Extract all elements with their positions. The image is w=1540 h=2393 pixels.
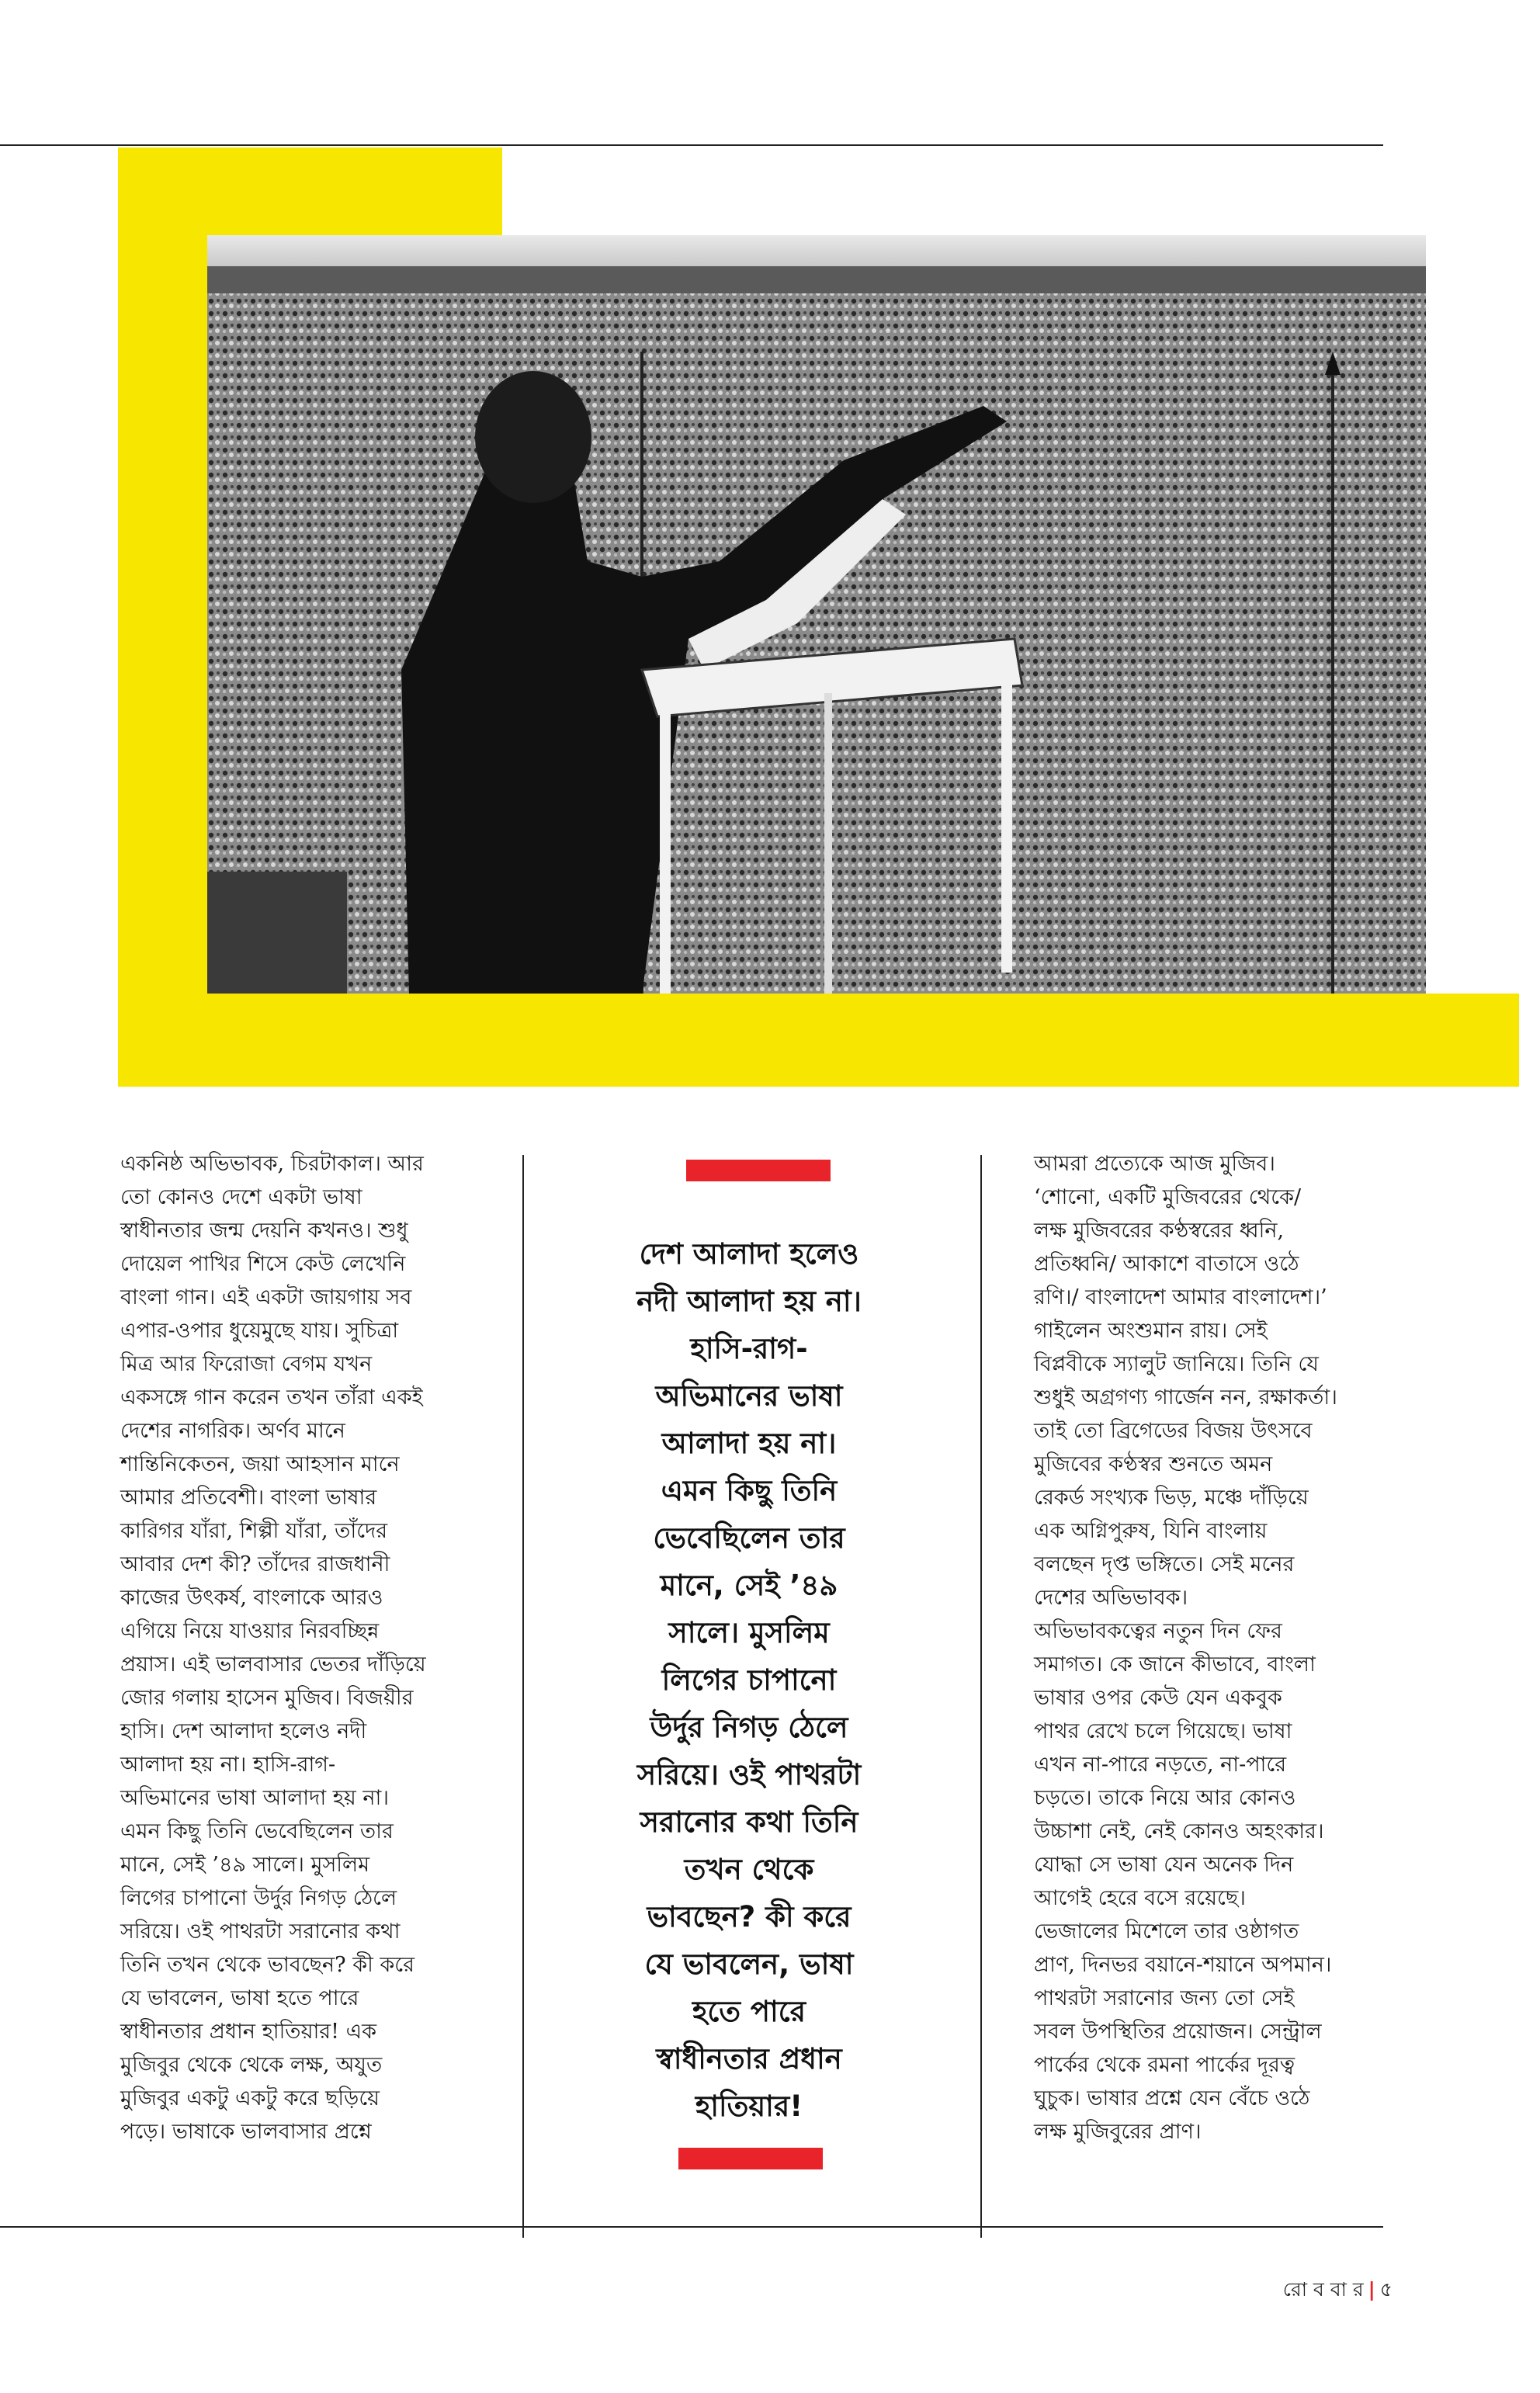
crowd — [207, 293, 1426, 994]
bottom-rule — [0, 2226, 1383, 2228]
page-number: ৫ — [1379, 2278, 1393, 2301]
column-divider-right — [980, 1155, 982, 2238]
yellow-accent-left — [118, 147, 207, 1087]
publication-name: রো ব বা র — [1282, 2278, 1364, 2301]
yellow-accent-bottom — [118, 994, 1519, 1087]
top-rule — [0, 144, 1383, 146]
column-divider-left — [522, 1155, 524, 2238]
article-column-left: একনিষ্ঠ অভিভাবক, চিরটাকাল। আর তো কোনও দেশে একটা ভাষা স্বাধীনতার জন্ম দেয়নি কখনও। শুধু দোয়েল পাখির শিসে কেউ লেখেনি বাংলা গান। এই একটা জায়গায় সব এপার-ওপার ধুয়েমুছে যায়। সুচিত্রা মিত্র আর ফিরোজা বেগম যখন একসঙ্গে গান করেন তখন তাঁরা একই দেশের নাগরিক। অর্ণব মানে শান্তিনিকেতন, জয়া আহসান মানে আমার প্রতিবেশী। বাংলা ভাষার কারিগর যাঁরা, শিল্পী যাঁরা, তাঁদের আবার দেশ কী? তাঁদের রাজধানী কাজের উৎকর্ষ, বাংলাকে আরও এগিয়ে নিয়ে যাওয়ার নিরবচ্ছিন্ন প্রয়াস। এই ভালবাসার ভেতর দাঁড়িয়ে জোর গলায় হাসেন মুজিব। বিজয়ীর হাসি। দেশ আলাদা হলেও নদী আলাদা হয় না। হাসি-রাগ- অভিমানের ভাষা আলাদা হয় না। এমন কিছু তিনি ভেবেছিলেন তার মানে, সেই ’৪৯ সালে। মুসলিম লিগের চাপানো উর্দুর নিগড় ঠেলে সরিয়ে। ওই পাথরটা সরানোর কথা তিনি তখন থেকে ভাবছেন? কী করে যে ভাবলেন, ভাষা হতে পারে স্বাধীনতার প্রধান হাতিয়ার! এক মুজিবুর থেকে থেকে লক্ষ, অযুত মুজিবুর একটু একটু করে ছড়িয়ে পড়ে। ভাষাকে ভালবাসার প্রশ্নে — [120, 1152, 426, 2144]
treeline — [207, 266, 1426, 297]
page-footer — [1283, 2274, 1393, 2308]
pull-quote-bottom-bar — [678, 2148, 823, 2169]
rally-speech-photo — [207, 235, 1426, 994]
pull-quote-top-bar — [686, 1160, 831, 1181]
pull-quote: দেশ আলাদা হলেও নদী আলাদা হয় না। হাসি-রাগ- অভিমানের ভাষা আলাদা হয় না। এমন কিছু তিনি ভেবেছিলেন তার মানে, সেই ’৪৯ সালে। মুসলিম লিগের চাপানো উর্দুর নিগড় ঠেলে সরিয়ে। ওই পাথরটা সরানোর কথা তিনি তখন থেকে ভাবছেন? কী করে যে ভাবলেন, ভাষা হতে পারে স্বাধীনতার প্রধান হাতিয়ার! — [636, 1237, 862, 2123]
article-column-right: আমরা প্রত্যেকে আজ মুজিব। ‘শোনো, একটি মুজিবরের থেকে/ লক্ষ মুজিবরের কণ্ঠস্বরের ধ্বনি, প্রতিধ্বনি/ আকাশে বাতাসে ওঠে রণি।/ বাংলাদেশ আমার বাংলাদেশ।’ গাইলেন অংশুমান রায়। সেই বিপ্লবীকে স্যালুট জানিয়ে। তিনি যে শুধুই অগ্রগণ্য গার্জেন নন, রক্ষাকর্তা। তাই তো ব্রিগেডের বিজয় উৎসবে মুজিবের কণ্ঠস্বর শুনতে অমন রেকর্ড সংখ্যক ভিড়, মঞ্চে দাঁড়িয়ে এক অগ্নিপুরুষ, যিনি বাংলায় বলছেন দৃপ্ত ভঙ্গিতে। সেই মনের দেশের অভিভাবক। অভিভাবকত্বের নতুন দিন ফের সমাগত। কে জানে কীভাবে, বাংলা ভাষার ওপর কেউ যেন একবুক পাথর রেখে চলে গিয়েছে। ভাষা এখন না-পারে নড়তে, না-পারে চড়তে। তাকে নিয়ে আর কোনও উচ্চাশা নেই, নেই কোনও অহংকার। যোদ্ধা সে ভাষা যেন অনেক দিন আগেই হেরে বসে রয়েছে। ভেজালের মিশেলে তার ওষ্ঠাগত প্রাণ, দিনভর বয়ানে-শয়ানে অপমান। পাথরটা সরানোর জন্য তো সেই সবল উপস্থিতির প্রয়োজন। সেন্ট্রাল পার্কের থেকে রমনা পার্কের দূরত্ব ঘুচুক। ভাষার প্রশ্নে যেন বেঁচে ওঠে লক্ষ মুজিবুরের প্রাণ। — [1034, 1152, 1337, 2144]
footer-separator: | — [1368, 2278, 1375, 2301]
